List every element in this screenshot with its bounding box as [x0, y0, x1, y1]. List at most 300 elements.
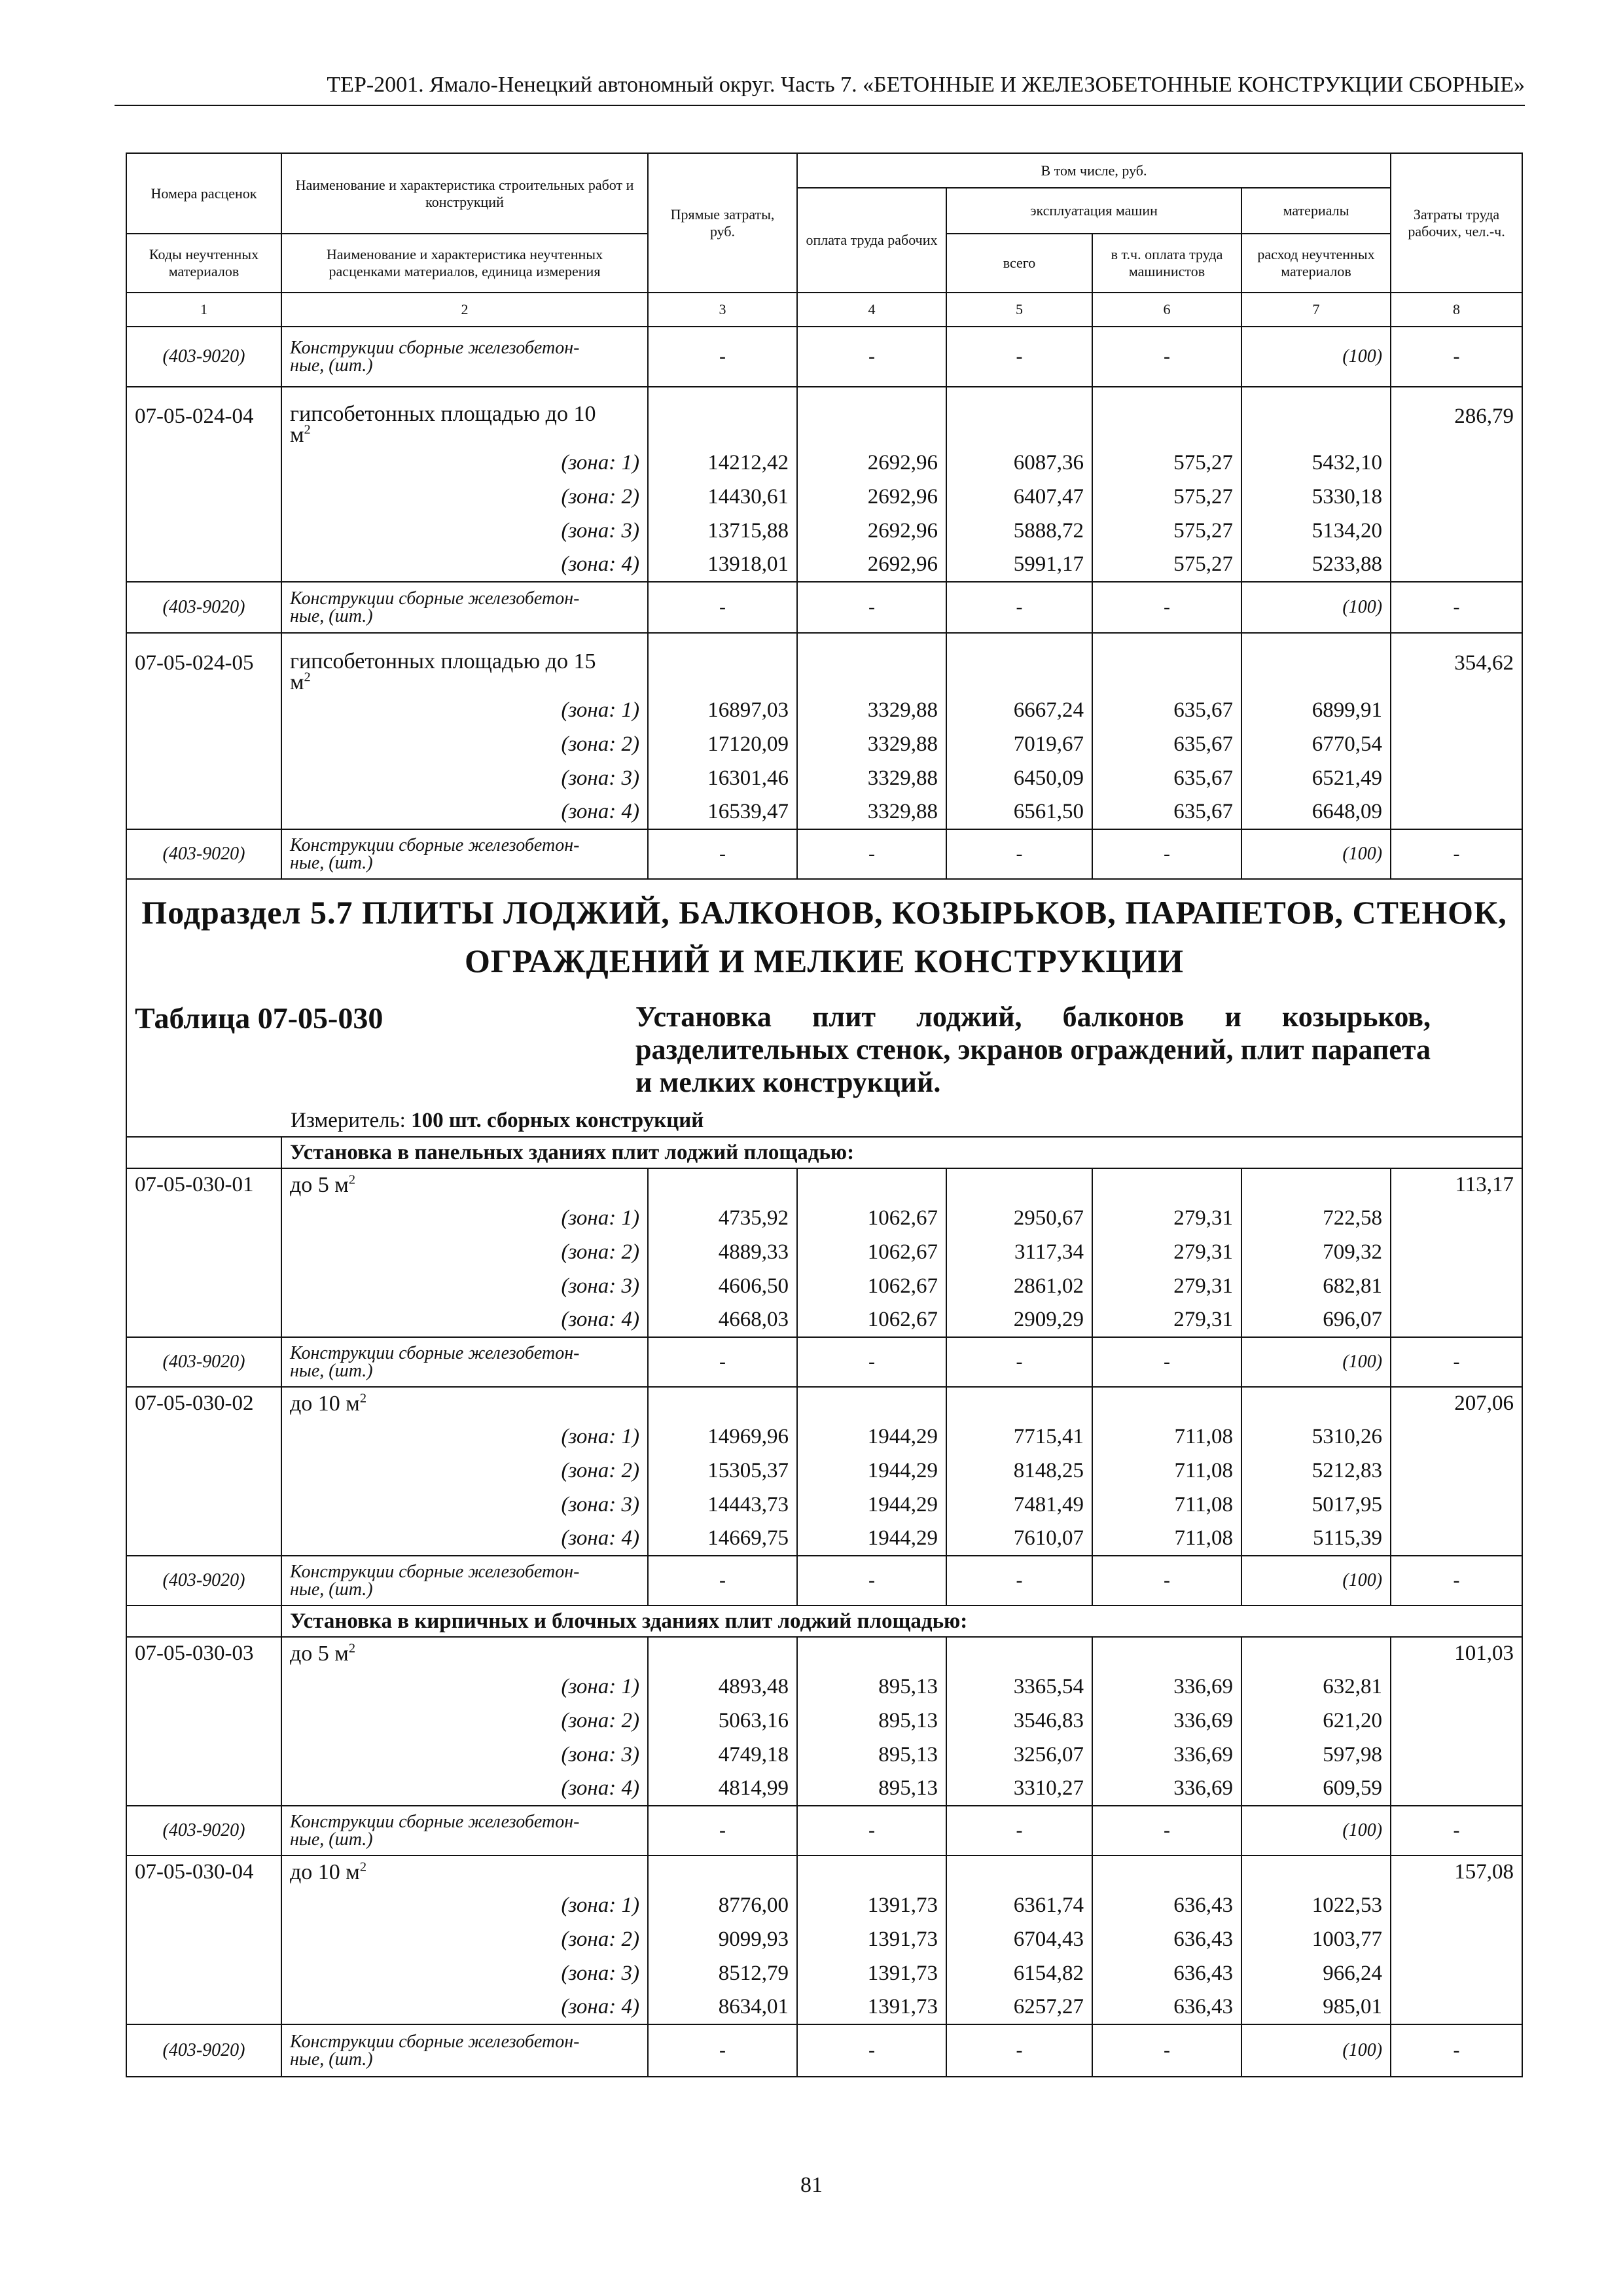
zone-label: (зона: 2): [281, 480, 648, 514]
workers-wages: 2692,96: [797, 548, 946, 582]
empty-cell: [126, 1303, 281, 1337]
material-dash: -: [797, 1337, 946, 1387]
machines-total: 3310,27: [946, 1772, 1092, 1806]
col-direct-cost-header: Прямые затраты, руб.: [648, 153, 797, 293]
rate-unit: м: [290, 670, 304, 694]
operators-wages: 279,31: [1092, 1201, 1241, 1235]
materials-cost: 632,81: [1241, 1670, 1391, 1704]
material-dash: -: [946, 582, 1092, 633]
zone-label: (зона: 2): [281, 1235, 648, 1269]
rate-code: 07-05-030-04: [126, 1856, 281, 1888]
rate-name-text: до 5 м: [290, 1641, 349, 1666]
measure-label: Измеритель:: [291, 1109, 406, 1132]
material-percent: (100): [1241, 829, 1391, 879]
material-dash: -: [648, 1337, 797, 1387]
material-dash: -: [1092, 582, 1241, 633]
table-caption: [126, 988, 1522, 1105]
material-name-line1: Конструкции сборные железобетон-: [290, 588, 580, 609]
empty-cell: [126, 1488, 281, 1522]
zone-label: (зона: 3): [281, 761, 648, 795]
zone-label: (зона: 4): [281, 548, 648, 582]
empty-cell: [1391, 1269, 1522, 1303]
zone-row: [126, 1235, 1522, 1269]
zone-label: (зона: 1): [281, 693, 648, 727]
rate-name: [281, 1387, 648, 1420]
zone-row: [126, 514, 1522, 548]
machines-total: 5991,17: [946, 548, 1092, 582]
material-name-line2: ные, (шт.): [290, 606, 373, 626]
col-number: 8: [1391, 293, 1522, 327]
materials-cost: 5310,26: [1241, 1420, 1391, 1454]
empty-cell: [1391, 514, 1522, 548]
workers-wages: 1944,29: [797, 1420, 946, 1454]
material-row: [126, 582, 1522, 633]
empty-cell: [797, 387, 946, 446]
empty-cell: [126, 1235, 281, 1269]
zone-label: (зона: 4): [281, 1772, 648, 1806]
materials-cost: 6648,09: [1241, 795, 1391, 829]
empty-cell: [1241, 387, 1391, 446]
zone-row: [126, 1704, 1522, 1738]
empty-cell: [126, 693, 281, 727]
materials-cost: 5017,95: [1241, 1488, 1391, 1522]
rate-row: [126, 1387, 1522, 1420]
zone-row: [126, 1269, 1522, 1303]
col-number: 3: [648, 293, 797, 327]
operators-wages: 711,08: [1092, 1420, 1241, 1454]
zone-label: (зона: 3): [281, 1956, 648, 1990]
material-dash: -: [1092, 1556, 1241, 1605]
subsection-title-row: [126, 879, 1522, 934]
machines-total: 6154,82: [946, 1956, 1092, 1990]
col-rate-number-header: Номера расценок: [126, 153, 281, 234]
zone-row: [126, 1522, 1522, 1556]
machines-total: 3546,83: [946, 1704, 1092, 1738]
operators-wages: 279,31: [1092, 1269, 1241, 1303]
rate-name: [281, 1856, 648, 1888]
materials-cost: 6521,49: [1241, 761, 1391, 795]
material-dash: -: [1391, 1556, 1522, 1605]
zone-row: [126, 446, 1522, 480]
zone-label: (зона: 1): [281, 1670, 648, 1704]
material-code: (403-9020): [126, 829, 281, 879]
materials-cost: 966,24: [1241, 1956, 1391, 1990]
empty-cell: [797, 1168, 946, 1201]
material-percent: (100): [1241, 582, 1391, 633]
empty-cell: [126, 1888, 281, 1922]
rate-name-text: до 10 м: [290, 1859, 360, 1884]
empty-cell: [1241, 1168, 1391, 1201]
material-name-line2: ные, (шт.): [290, 355, 373, 376]
empty-cell: [126, 1772, 281, 1806]
material-dash: -: [648, 1556, 797, 1605]
material-dash: -: [1391, 1337, 1522, 1387]
operators-wages: 336,69: [1092, 1738, 1241, 1772]
labor-hours: 157,08: [1391, 1856, 1522, 1888]
empty-cell: [1391, 1488, 1522, 1522]
empty-cell: [1391, 1888, 1522, 1922]
empty-cell: [126, 1990, 281, 2024]
zone-row: [126, 795, 1522, 829]
unit-superscript: 2: [348, 1641, 356, 1656]
rate-code: 07-05-030-03: [126, 1637, 281, 1670]
workers-wages: 1944,29: [797, 1522, 946, 1556]
zone-label: (зона: 2): [281, 1454, 648, 1488]
empty-cell: [1391, 1704, 1522, 1738]
material-dash: -: [648, 327, 797, 387]
empty-cell: [1391, 795, 1522, 829]
materials-cost: 722,58: [1241, 1201, 1391, 1235]
zone-row: [126, 548, 1522, 582]
empty-cell: [797, 1637, 946, 1670]
materials-cost: 1022,53: [1241, 1888, 1391, 1922]
direct-cost: 4668,03: [648, 1303, 797, 1337]
measure: [126, 1105, 1522, 1137]
material-name-line2: ные, (шт.): [290, 1829, 373, 1850]
material-dash: -: [1391, 2024, 1522, 2077]
group-heading-row: [126, 1605, 1522, 1637]
workers-wages: 1391,73: [797, 1922, 946, 1956]
machines-total: 2861,02: [946, 1269, 1092, 1303]
workers-wages: 3329,88: [797, 795, 946, 829]
empty-cell: [1391, 1922, 1522, 1956]
material-dash: -: [1391, 582, 1522, 633]
materials-cost: 985,01: [1241, 1990, 1391, 2024]
operators-wages: 635,67: [1092, 761, 1241, 795]
empty-cell: [946, 1856, 1092, 1888]
material-dash: -: [648, 2024, 797, 2077]
empty-cell: [797, 1856, 946, 1888]
material-name-line1: Конструкции сборные железобетон-: [290, 1343, 580, 1363]
page-number: 81: [800, 2173, 823, 2197]
material-dash: -: [797, 582, 946, 633]
rate-name-text: гипсобетонных площадью до 15: [290, 649, 596, 673]
operators-wages: 635,67: [1092, 693, 1241, 727]
material-name: [281, 1337, 648, 1387]
empty-cell: [1391, 446, 1522, 480]
empty-cell: [946, 633, 1092, 693]
machines-total: 3256,07: [946, 1738, 1092, 1772]
rate-name-text: до 10 м: [290, 1391, 360, 1416]
empty-cell: [946, 1168, 1092, 1201]
machines-total: 6257,27: [946, 1990, 1092, 2024]
materials-cost: 6899,91: [1241, 693, 1391, 727]
machines-total: 2950,67: [946, 1201, 1092, 1235]
material-code: (403-9020): [126, 582, 281, 633]
machines-total: 7610,07: [946, 1522, 1092, 1556]
zone-row: [126, 761, 1522, 795]
labor-hours: 286,79: [1391, 387, 1522, 446]
empty-cell: [1391, 1772, 1522, 1806]
material-name-line2: ные, (шт.): [290, 1579, 373, 1600]
operators-wages: 336,69: [1092, 1670, 1241, 1704]
materials-cost: 621,20: [1241, 1704, 1391, 1738]
zone-label: (зона: 4): [281, 1990, 648, 2024]
direct-cost: 14969,96: [648, 1420, 797, 1454]
material-name-line1: Конструкции сборные железобетон-: [290, 1562, 580, 1582]
rate-name: [281, 633, 648, 693]
rate-code: 07-05-024-05: [126, 633, 281, 693]
material-name-line2: ные, (шт.): [290, 1361, 373, 1381]
empty-cell: [126, 1704, 281, 1738]
workers-wages: 2692,96: [797, 480, 946, 514]
empty-cell: [648, 1387, 797, 1420]
direct-cost: 4893,48: [648, 1670, 797, 1704]
empty-cell: [797, 1387, 946, 1420]
direct-cost: 4735,92: [648, 1201, 797, 1235]
material-percent: (100): [1241, 2024, 1391, 2077]
rate-name-text: гипсобетонных площадью до 10: [290, 402, 596, 426]
empty-cell: [126, 1269, 281, 1303]
empty-cell: [1241, 633, 1391, 693]
zone-row: [126, 693, 1522, 727]
material-percent: (100): [1241, 327, 1391, 387]
material-dash: -: [1391, 327, 1522, 387]
materials-cost: 5330,18: [1241, 480, 1391, 514]
direct-cost: 15305,37: [648, 1454, 797, 1488]
operators-wages: 575,27: [1092, 548, 1241, 582]
materials-cost: 597,98: [1241, 1738, 1391, 1772]
unit-superscript: 2: [348, 1172, 356, 1187]
zone-label: (зона: 4): [281, 1303, 648, 1337]
material-percent: (100): [1241, 1556, 1391, 1605]
operators-wages: 336,69: [1092, 1772, 1241, 1806]
zone-row: [126, 1454, 1522, 1488]
direct-cost: 16301,46: [648, 761, 797, 795]
col-operators-wages-header: в т.ч. оплата труда машинистов: [1092, 234, 1241, 293]
col-machines-total-header: всего: [946, 234, 1092, 293]
zone-label: (зона: 2): [281, 727, 648, 761]
material-name-line1: Конструкции сборные железобетон-: [290, 2032, 580, 2052]
group-heading: Установка в кирпичных и блочных зданиях плит лоджий площадью:: [281, 1605, 1522, 1637]
material-dash: -: [946, 327, 1092, 387]
material-dash: -: [1092, 1337, 1241, 1387]
machines-total: 3365,54: [946, 1670, 1092, 1704]
operators-wages: 711,08: [1092, 1522, 1241, 1556]
empty-cell: [126, 1201, 281, 1235]
material-dash: -: [1092, 2024, 1241, 2077]
material-row: [126, 1556, 1522, 1605]
col-labor-hours-header: Затраты труда рабочих, чел.-ч.: [1391, 153, 1522, 293]
workers-wages: 895,13: [797, 1772, 946, 1806]
direct-cost: 14443,73: [648, 1488, 797, 1522]
material-dash: -: [1092, 1806, 1241, 1856]
zone-row: [126, 1888, 1522, 1922]
empty-cell: [126, 795, 281, 829]
workers-wages: 2692,96: [797, 446, 946, 480]
machines-total: 7715,41: [946, 1420, 1092, 1454]
table-caption-row: [126, 988, 1522, 1105]
empty-cell: [126, 727, 281, 761]
zone-label: (зона: 3): [281, 1269, 648, 1303]
col-number: 6: [1092, 293, 1241, 327]
machines-total: 6450,09: [946, 761, 1092, 795]
material-dash: -: [1391, 1806, 1522, 1856]
machines-total: 6087,36: [946, 446, 1092, 480]
material-code: (403-9020): [126, 1337, 281, 1387]
empty-cell: [797, 633, 946, 693]
labor-hours: 354,62: [1391, 633, 1522, 693]
zone-label: (зона: 1): [281, 1888, 648, 1922]
material-dash: -: [648, 829, 797, 879]
material-name-line1: Конструкции сборные железобетон-: [290, 1812, 580, 1832]
measure-value: 100 шт. сборных конструкций: [411, 1109, 704, 1132]
empty-cell: [648, 633, 797, 693]
material-dash: -: [946, 1337, 1092, 1387]
direct-cost: 8634,01: [648, 1990, 797, 2024]
labor-hours: 113,17: [1391, 1168, 1522, 1201]
material-row: [126, 327, 1522, 387]
empty-cell: [126, 514, 281, 548]
direct-cost: 16897,03: [648, 693, 797, 727]
materials-cost: 5115,39: [1241, 1522, 1391, 1556]
material-row: [126, 1337, 1522, 1387]
zone-label: (зона: 4): [281, 795, 648, 829]
material-code: (403-9020): [126, 2024, 281, 2077]
operators-wages: 636,43: [1092, 1888, 1241, 1922]
empty-cell: [1391, 548, 1522, 582]
group-heading-row: [126, 1137, 1522, 1168]
machines-total: 6361,74: [946, 1888, 1092, 1922]
operators-wages: 575,27: [1092, 514, 1241, 548]
operators-wages: 336,69: [1092, 1704, 1241, 1738]
machines-total: 7019,67: [946, 727, 1092, 761]
machines-total: 6407,47: [946, 480, 1092, 514]
zone-label: (зона: 1): [281, 446, 648, 480]
col-material-name-header: Наименование и характеристика неучтенных расценками материалов, единица измерения: [281, 234, 648, 293]
direct-cost: 14669,75: [648, 1522, 797, 1556]
empty-cell: [126, 1922, 281, 1956]
empty-cell: [126, 1670, 281, 1704]
empty-cell: [946, 1637, 1092, 1670]
empty-cell: [1391, 1522, 1522, 1556]
empty-cell: [1391, 480, 1522, 514]
operators-wages: 636,43: [1092, 1956, 1241, 1990]
rate-row: [126, 387, 1522, 446]
zone-row: [126, 1738, 1522, 1772]
col-wages-header: оплата труда рабочих: [797, 188, 946, 293]
empty-cell: [1391, 1235, 1522, 1269]
material-dash: -: [946, 1806, 1092, 1856]
empty-cell: [1092, 1387, 1241, 1420]
workers-wages: 3329,88: [797, 727, 946, 761]
workers-wages: 1062,67: [797, 1201, 946, 1235]
operators-wages: 635,67: [1092, 727, 1241, 761]
material-name-line2: ные, (шт.): [290, 853, 373, 873]
materials-cost: 6770,54: [1241, 727, 1391, 761]
direct-cost: 13715,88: [648, 514, 797, 548]
machines-total: 3117,34: [946, 1235, 1092, 1269]
empty-cell: [1092, 1637, 1241, 1670]
material-name: [281, 829, 648, 879]
workers-wages: 3329,88: [797, 693, 946, 727]
empty-cell: [1391, 1670, 1522, 1704]
zone-row: [126, 1990, 1522, 2024]
workers-wages: 1391,73: [797, 1956, 946, 1990]
material-name: [281, 2024, 648, 2077]
empty-cell: [1092, 1168, 1241, 1201]
column-numbers-row: [126, 293, 1522, 327]
empty-cell: [126, 1605, 281, 1637]
zone-row: [126, 727, 1522, 761]
empty-cell: [1092, 387, 1241, 446]
zone-label: (зона: 2): [281, 1922, 648, 1956]
zone-row: [126, 480, 1522, 514]
empty-cell: [126, 480, 281, 514]
zone-row: [126, 1303, 1522, 1337]
material-code: (403-9020): [126, 1556, 281, 1605]
workers-wages: 895,13: [797, 1670, 946, 1704]
operators-wages: 279,31: [1092, 1235, 1241, 1269]
zone-row: [126, 1488, 1522, 1522]
material-name-line1: Конструкции сборные железобетон-: [290, 835, 580, 855]
zone-label: (зона: 2): [281, 1704, 648, 1738]
materials-cost: 5134,20: [1241, 514, 1391, 548]
workers-wages: 1944,29: [797, 1488, 946, 1522]
empty-cell: [1092, 633, 1241, 693]
material-name: [281, 1806, 648, 1856]
material-percent: (100): [1241, 1806, 1391, 1856]
col-number: 2: [281, 293, 648, 327]
material-dash: -: [797, 1556, 946, 1605]
rate-row: [126, 633, 1522, 693]
workers-wages: 895,13: [797, 1704, 946, 1738]
empty-cell: [1092, 1856, 1241, 1888]
workers-wages: 1391,73: [797, 1888, 946, 1922]
subsection-title: Подраздел 5.7 ПЛИТЫ ЛОДЖИЙ, БАЛКОНОВ, КОЗЫРЬКОВ, ПАРАПЕТОВ, СТЕНОК,: [126, 879, 1522, 934]
materials-cost: 1003,77: [1241, 1922, 1391, 1956]
material-dash: -: [797, 2024, 946, 2077]
zone-label: (зона: 1): [281, 1420, 648, 1454]
material-row: [126, 829, 1522, 879]
zone-row: [126, 1420, 1522, 1454]
material-code: (403-9020): [126, 1806, 281, 1856]
workers-wages: 1062,67: [797, 1235, 946, 1269]
empty-cell: [126, 548, 281, 582]
empty-cell: [1391, 727, 1522, 761]
empty-cell: [1391, 1303, 1522, 1337]
operators-wages: 636,43: [1092, 1990, 1241, 2024]
rate-row: [126, 1856, 1522, 1888]
labor-hours: 207,06: [1391, 1387, 1522, 1420]
direct-cost: 4889,33: [648, 1235, 797, 1269]
material-name-line2: ные, (шт.): [290, 2049, 373, 2070]
workers-wages: 1944,29: [797, 1454, 946, 1488]
operators-wages: 636,43: [1092, 1922, 1241, 1956]
material-name: [281, 582, 648, 633]
material-dash: -: [946, 2024, 1092, 2077]
col-number: 7: [1241, 293, 1391, 327]
operators-wages: 279,31: [1092, 1303, 1241, 1337]
rate-code: 07-05-030-01: [126, 1168, 281, 1201]
materials-cost: 709,32: [1241, 1235, 1391, 1269]
subsection-title-line2-row: [126, 934, 1522, 988]
zone-row: [126, 1201, 1522, 1235]
zone-row: [126, 1922, 1522, 1956]
machines-total: 2909,29: [946, 1303, 1092, 1337]
unit-superscript: 2: [304, 422, 311, 437]
material-dash: -: [797, 829, 946, 879]
direct-cost: 14212,42: [648, 446, 797, 480]
empty-cell: [126, 1522, 281, 1556]
machines-total: 6667,24: [946, 693, 1092, 727]
table-label: Таблица 07-05-030: [135, 1001, 383, 1035]
subsection-title-line2: ОГРАЖДЕНИЙ И МЕЛКИЕ КОНСТРУКЦИИ: [126, 934, 1522, 988]
empty-cell: [1241, 1387, 1391, 1420]
rate-row: [126, 1637, 1522, 1670]
empty-cell: [1391, 1990, 1522, 2024]
direct-cost: 16539,47: [648, 795, 797, 829]
